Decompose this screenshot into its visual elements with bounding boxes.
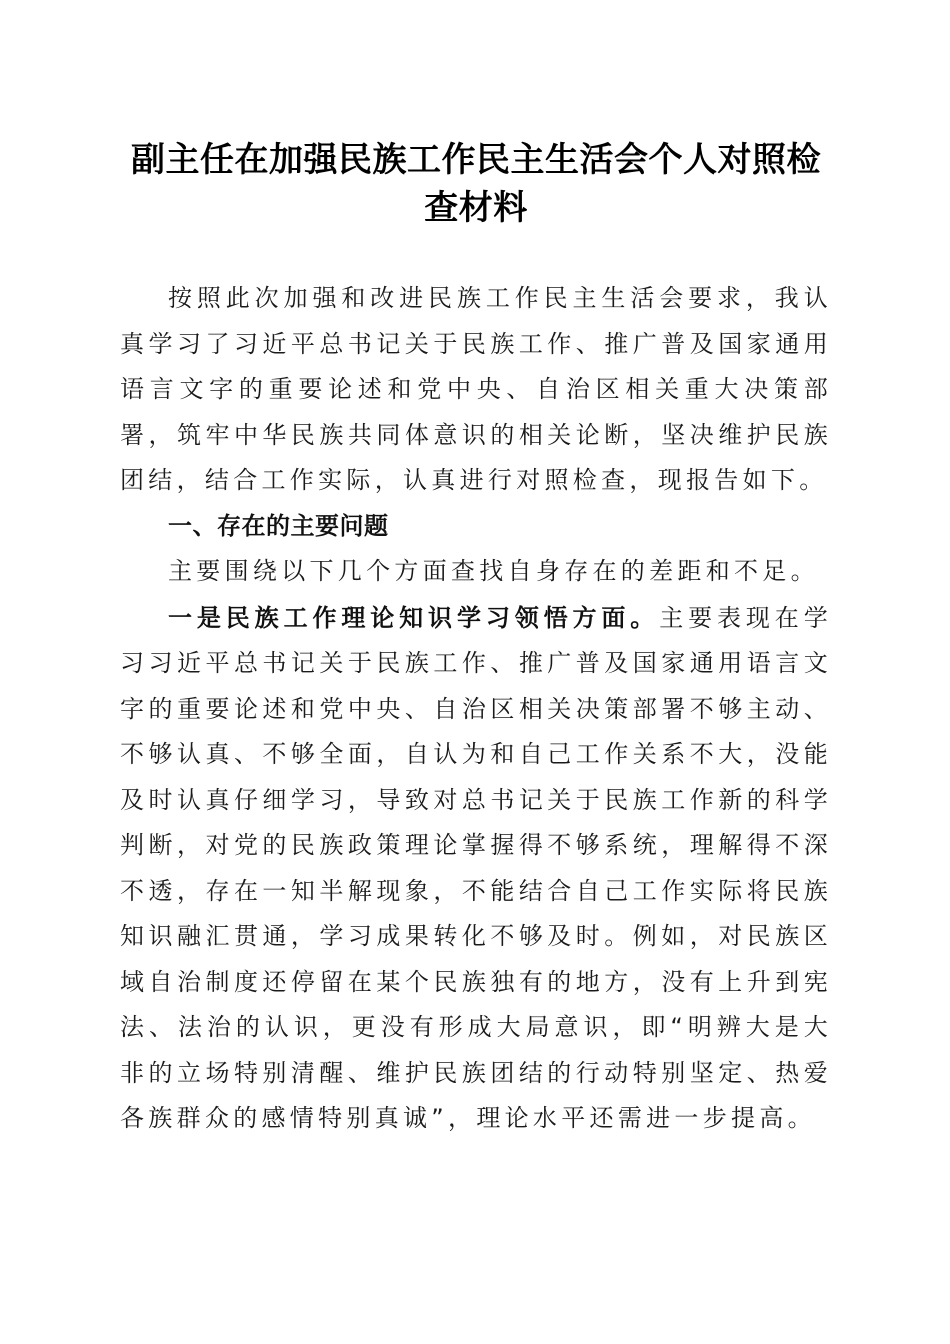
section-intro-paragraph: 主要围绕以下几个方面查找自身存在的差距和不足。 bbox=[168, 557, 819, 585]
section-heading-problems: 一、存在的主要问题 bbox=[168, 511, 389, 540]
point-one-paragraph bbox=[120, 595, 832, 1142]
intro-paragraph: 按照此次加强和改进民族工作民主生活会要求，我认真学习了习近平总书记关于民族工作、推广普及国家通用语言文字的重要论述和党中央、自治区相关重大决策部署，筑牢中华民族共同体意识的相关论断，坚决维护民族团结，结合工作实际，认真进行对照检查，现报告如下。 bbox=[120, 284, 832, 494]
document-body bbox=[120, 276, 832, 1142]
point-one-lead: 一是民族工作理论知识学习领悟方面。 bbox=[168, 602, 660, 632]
point-one-text: 主要表现在学习习近平总书记关于民族工作、推广普及国家通用语言文字的重要论述和党中央、自治区相关决策部署不够主动、不够认真、不够全面，自认为和自己工作关系不大，没能及时认真仔细学习，导致对总书记关于民族工作新的科学判断，对党的民族政策理论掌握得不够系统，理解得不深不透，存在一知半解现象，不能结合自己工作实际将民族知识融汇贯通，学习成果转化不够及时。例如，对民族区域自治制度还停留在某个民族独有的地方，没有上升到宪法、法治的认识，更没有形成大局意识，即“明辨大是大非的立场特别清醒、维护民族团结的行动特别坚定、热爱各族群众的感情特别真诚”，理论水平还需进一步提高。 bbox=[120, 603, 832, 1132]
document-title: 副主任在加强民族工作民主生活会个人对照检查材料 bbox=[131, 140, 821, 228]
